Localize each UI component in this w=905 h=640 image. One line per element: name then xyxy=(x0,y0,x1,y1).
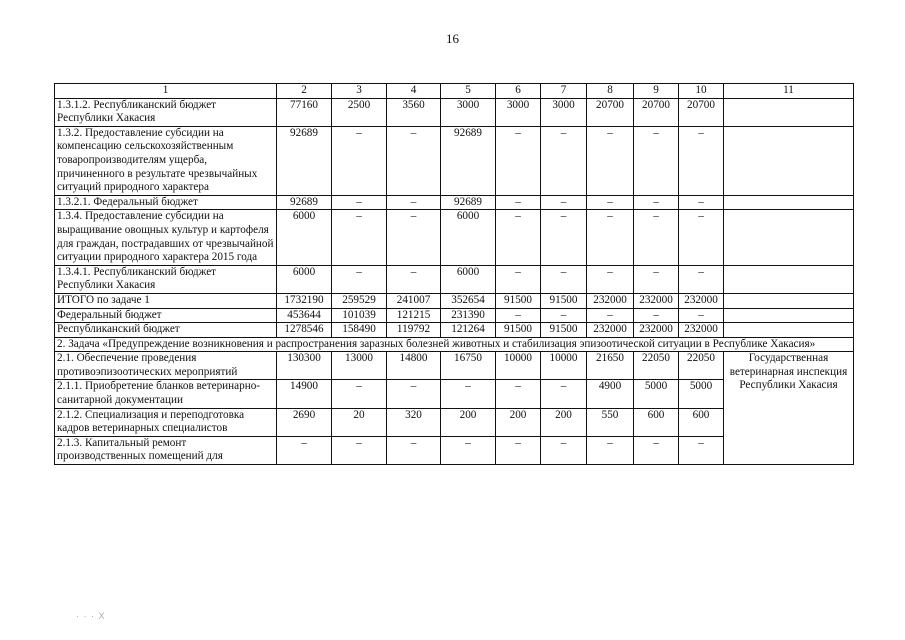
notes-cell xyxy=(724,293,854,308)
value-cell: 232000 xyxy=(634,323,679,338)
value-cell: 3000 xyxy=(541,98,587,126)
table-row xyxy=(55,126,854,195)
value-cell: – xyxy=(496,308,541,323)
value-cell: – xyxy=(332,195,387,210)
value-cell: – xyxy=(634,195,679,210)
table-row xyxy=(55,210,854,265)
value-cell: 200 xyxy=(496,408,541,436)
value-cell: – xyxy=(587,436,634,464)
row-label: 2.1.3. Капитальный ремонт производственных помещений для xyxy=(55,436,277,464)
value-cell: 200 xyxy=(541,408,587,436)
header-cell: 7 xyxy=(541,84,587,99)
value-cell: 453644 xyxy=(277,308,332,323)
table-row xyxy=(55,352,854,380)
header-cell: 3 xyxy=(332,84,387,99)
value-cell: – xyxy=(679,308,724,323)
value-cell: – xyxy=(541,308,587,323)
value-cell: – xyxy=(634,265,679,293)
value-cell: – xyxy=(387,265,441,293)
value-cell: – xyxy=(634,436,679,464)
value-cell: – xyxy=(496,436,541,464)
notes-cell xyxy=(724,323,854,338)
header-row xyxy=(55,84,854,99)
value-cell: 20700 xyxy=(679,98,724,126)
notes-cell xyxy=(724,195,854,210)
row-label: 1.3.2.1. Федеральный бюджет xyxy=(55,195,277,210)
row-label: 1.3.4. Предоставление субсидии на выращивание овощных культур и картофеля для граждан, пострадавших от чрезвычайной ситуации природного характера 2015 года xyxy=(55,210,277,265)
value-cell: – xyxy=(541,126,587,195)
value-cell: – xyxy=(541,265,587,293)
value-cell: 232000 xyxy=(634,293,679,308)
value-cell: 91500 xyxy=(496,323,541,338)
notes-cell xyxy=(724,126,854,195)
header-cell: 11 xyxy=(724,84,854,99)
corner-mark: · · · X xyxy=(76,611,106,621)
value-cell: – xyxy=(634,210,679,265)
value-cell: 92689 xyxy=(441,126,496,195)
value-cell: 2500 xyxy=(332,98,387,126)
value-cell: – xyxy=(387,126,441,195)
value-cell: – xyxy=(387,436,441,464)
header-cell: 10 xyxy=(679,84,724,99)
value-cell: 200 xyxy=(441,408,496,436)
value-cell: – xyxy=(496,380,541,408)
value-cell: 10000 xyxy=(541,352,587,380)
value-cell: – xyxy=(587,195,634,210)
value-cell: – xyxy=(387,195,441,210)
value-cell: 16750 xyxy=(441,352,496,380)
value-cell: 3560 xyxy=(387,98,441,126)
table-row xyxy=(55,323,854,338)
value-cell: 232000 xyxy=(587,323,634,338)
value-cell: – xyxy=(679,436,724,464)
value-cell: 5000 xyxy=(634,380,679,408)
value-cell: 130300 xyxy=(277,352,332,380)
value-cell: 5000 xyxy=(679,380,724,408)
header-cell: 8 xyxy=(587,84,634,99)
header-cell: 9 xyxy=(634,84,679,99)
value-cell: 550 xyxy=(587,408,634,436)
value-cell: 13000 xyxy=(332,352,387,380)
value-cell: 77160 xyxy=(277,98,332,126)
value-cell: – xyxy=(634,126,679,195)
value-cell: 1732190 xyxy=(277,293,332,308)
value-cell: 6000 xyxy=(441,265,496,293)
row-label: 1.3.2. Предоставление субсидии на компенсацию сельскохозяйственным товаропроизводителям ущерба, причиненного в результате чрезвычайных ситуаций природного характера xyxy=(55,126,277,195)
value-cell: 6000 xyxy=(441,210,496,265)
notes-cell xyxy=(724,265,854,293)
value-cell: – xyxy=(332,380,387,408)
value-cell: – xyxy=(679,126,724,195)
value-cell: – xyxy=(496,210,541,265)
task-2-row xyxy=(55,337,854,352)
value-cell: 20700 xyxy=(634,98,679,126)
value-cell: 6000 xyxy=(277,210,332,265)
value-cell: 22050 xyxy=(634,352,679,380)
value-cell: 231390 xyxy=(441,308,496,323)
header-cell: 5 xyxy=(441,84,496,99)
value-cell: 92689 xyxy=(441,195,496,210)
value-cell: – xyxy=(496,265,541,293)
budget-table xyxy=(54,83,854,465)
value-cell: – xyxy=(332,210,387,265)
notes-cell xyxy=(724,308,854,323)
row-label: ИТОГО по задаче 1 xyxy=(55,293,277,308)
notes-cell xyxy=(724,98,854,126)
value-cell: – xyxy=(496,126,541,195)
value-cell: – xyxy=(679,195,724,210)
value-cell: – xyxy=(441,436,496,464)
value-cell: – xyxy=(587,210,634,265)
value-cell: 232000 xyxy=(679,323,724,338)
row-label: Федеральный бюджет xyxy=(55,308,277,323)
value-cell: 121215 xyxy=(387,308,441,323)
value-cell: 22050 xyxy=(679,352,724,380)
value-cell: – xyxy=(496,195,541,210)
value-cell: – xyxy=(679,210,724,265)
value-cell: 91500 xyxy=(541,293,587,308)
task-2-title: 2. Задача «Предупреждение возникновения и распространения заразных болезней животных и стабилизация эпизоотической ситуации в Республике Хакасия» xyxy=(55,337,854,352)
value-cell: 14800 xyxy=(387,352,441,380)
table-row xyxy=(55,195,854,210)
value-cell: 20 xyxy=(332,408,387,436)
value-cell: – xyxy=(441,380,496,408)
value-cell: – xyxy=(332,265,387,293)
table-row xyxy=(55,308,854,323)
value-cell: 259529 xyxy=(332,293,387,308)
value-cell: – xyxy=(387,380,441,408)
value-cell: 119792 xyxy=(387,323,441,338)
value-cell: 232000 xyxy=(587,293,634,308)
value-cell: – xyxy=(541,210,587,265)
table-row xyxy=(55,293,854,308)
table-row xyxy=(55,265,854,293)
header-cell: 4 xyxy=(387,84,441,99)
notes-cell xyxy=(724,210,854,265)
value-cell: 320 xyxy=(387,408,441,436)
value-cell: 2690 xyxy=(277,408,332,436)
table-row xyxy=(55,98,854,126)
value-cell: 14900 xyxy=(277,380,332,408)
value-cell: – xyxy=(332,126,387,195)
value-cell: 158490 xyxy=(332,323,387,338)
page-number: 16 xyxy=(446,31,459,46)
row-label: 1.3.4.1. Республиканский бюджет Республики Хакасия xyxy=(55,265,277,293)
value-cell: 3000 xyxy=(441,98,496,126)
value-cell: – xyxy=(541,436,587,464)
value-cell: 1278546 xyxy=(277,323,332,338)
header-cell: 6 xyxy=(496,84,541,99)
row-label: Республиканский бюджет xyxy=(55,323,277,338)
value-cell: – xyxy=(387,210,441,265)
value-cell: – xyxy=(587,308,634,323)
row-label: 2.1.2. Специализация и переподготовка кадров ветеринарных специалистов xyxy=(55,408,277,436)
header-cell: 1 xyxy=(55,84,277,99)
value-cell: 600 xyxy=(679,408,724,436)
value-cell: – xyxy=(277,436,332,464)
value-cell: – xyxy=(541,195,587,210)
value-cell: – xyxy=(541,380,587,408)
value-cell: 10000 xyxy=(496,352,541,380)
value-cell: 3000 xyxy=(496,98,541,126)
value-cell: 21650 xyxy=(587,352,634,380)
value-cell: 101039 xyxy=(332,308,387,323)
value-cell: 92689 xyxy=(277,126,332,195)
value-cell: 241007 xyxy=(387,293,441,308)
value-cell: 91500 xyxy=(541,323,587,338)
value-cell: 121264 xyxy=(441,323,496,338)
value-cell: 600 xyxy=(634,408,679,436)
value-cell: 6000 xyxy=(277,265,332,293)
value-cell: – xyxy=(634,308,679,323)
value-cell: 232000 xyxy=(679,293,724,308)
value-cell: 4900 xyxy=(587,380,634,408)
value-cell: – xyxy=(679,265,724,293)
value-cell: – xyxy=(587,265,634,293)
row-label: 2.1. Обеспечение проведения противоэпизоотических мероприятий xyxy=(55,352,277,380)
value-cell: – xyxy=(332,436,387,464)
value-cell: – xyxy=(587,126,634,195)
value-cell: 91500 xyxy=(496,293,541,308)
row-label: 2.1.1. Приобретение бланков ветеринарно-санитарной документации xyxy=(55,380,277,408)
row-label: 1.3.1.2. Республиканский бюджет Республики Хакасия xyxy=(55,98,277,126)
value-cell: 20700 xyxy=(587,98,634,126)
value-cell: 92689 xyxy=(277,195,332,210)
value-cell: 352654 xyxy=(441,293,496,308)
responsible-executor: Государственная ветеринарная инспекция Республики Хакасия xyxy=(724,352,854,465)
header-cell: 2 xyxy=(277,84,332,99)
